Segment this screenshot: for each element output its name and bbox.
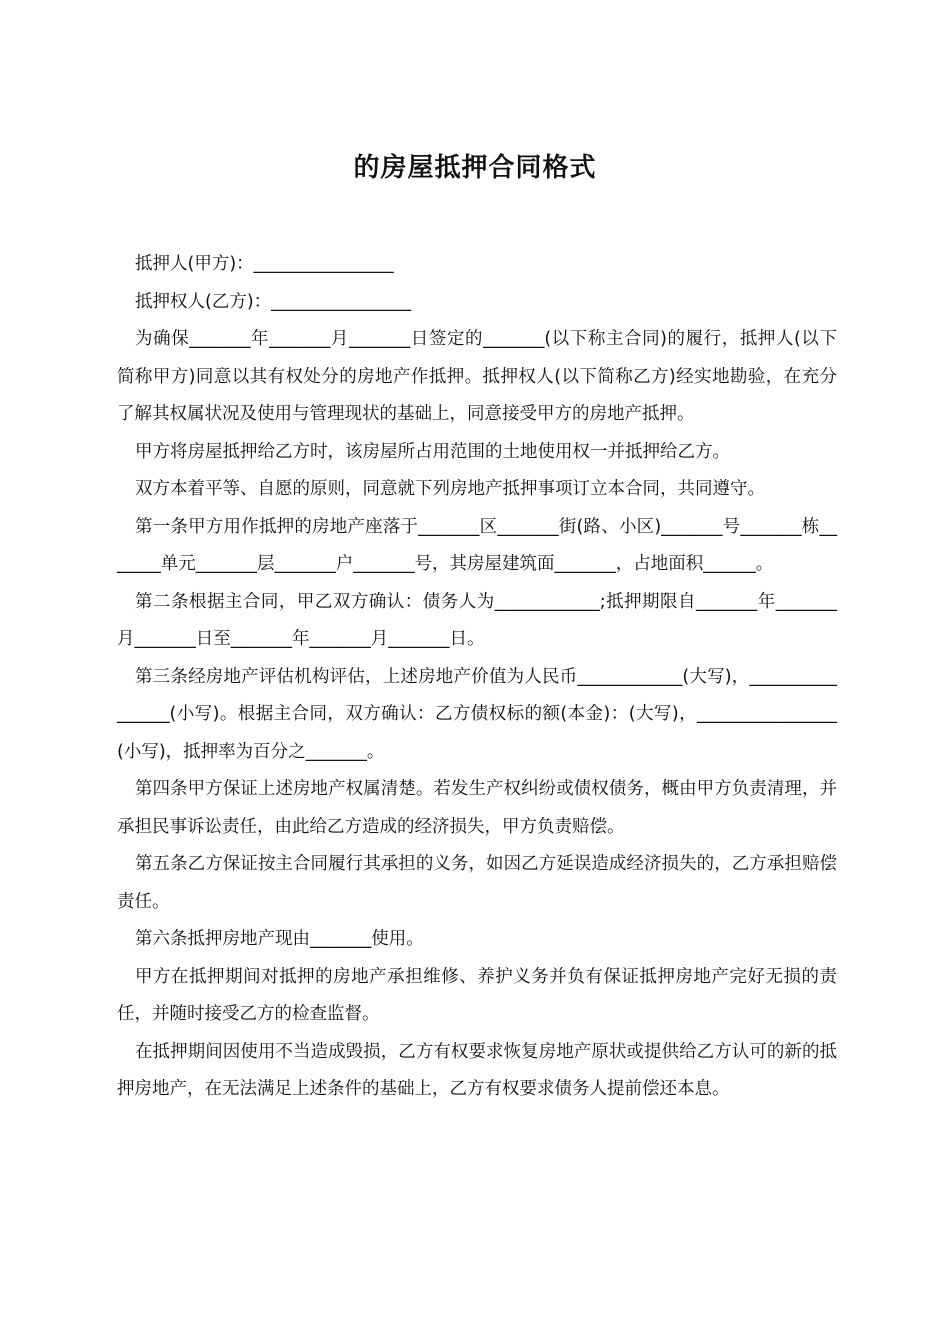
- paragraph-article-5: 第五条乙方保证按主合同履行其承担的义务，如因乙方延误造成经济损失的，乙方承担赔偿责任。: [117, 854, 837, 912]
- paragraph-damage: 在抵押期间因使用不当造成毁损，乙方有权要求恢复房地产原状或提供给乙方认可的新的抵押房地产，在无法满足上述条件的基础上，乙方有权要求债务人提前偿还本息。: [117, 1041, 837, 1099]
- paragraph-land-use: 甲方将房屋抵押给乙方时，该房屋所占用范围的土地使用权一并抵押给乙方。: [135, 441, 730, 462]
- paragraph-article-4: 第四条甲方保证上述房地产权属清楚。若发生产权纠纷或债权债务，概由甲方负责清理，并承担民事诉讼责任，由此给乙方造成的经济损失，甲方负责赔偿。: [117, 779, 837, 837]
- paragraph-preamble: 为确保_______年_______月_______日签定的_______(以下称主合同)的履行，抵押人(以下简称甲方)同意以其有权处分的房地产作抵押。抵押权人(以下简称乙方)经实地勘验，在充分了解其权属状况及使用与管理现状的基础上，同意接受甲方的房地产抵押。: [117, 329, 837, 424]
- document-body: [117, 246, 837, 1109]
- paragraph-article-3: 第三条经房地产评估机构评估，上述房地产价值为人民币____________(大写)，________________(小写)。根据主合同，双方确认：乙方债权标的额(本金)：(大写)，________________(小写)，抵押率为百分之_______。: [117, 666, 837, 762]
- paragraph-article-2: 第二条根据主合同，甲乙双方确认：债务人为____________;抵押期限自_______年_______月_______日至_______年_______月_______日。: [117, 591, 837, 649]
- paragraph-agreement: 双方本着平等、自愿的原则，同意就下列房地产抵押事项订立本合同，共同遵守。: [135, 479, 765, 499]
- paragraph-mortgagor: 抵押人(甲方)：________________: [135, 254, 394, 274]
- paragraph-maintenance: 甲方在抵押期间对抵押的房地产承担维修、养护义务并负有保证抵押房地产完好无损的责任，并随时接受乙方的检查监督。: [117, 966, 837, 1024]
- paragraph-article-1: 第一条甲方用作抵押的房地产座落于_______区_______街(路、小区)_______号_______栋_______单元_______层_______户_______号，其房屋建筑面_______，占地面积______。: [117, 516, 837, 574]
- paragraph-mortgagee: 抵押权人(乙方)：________________: [135, 291, 412, 312]
- document-title: 的房屋抵押合同格式: [353, 153, 597, 184]
- paragraph-article-6: 第六条抵押房地产现由_______使用。: [135, 929, 424, 949]
